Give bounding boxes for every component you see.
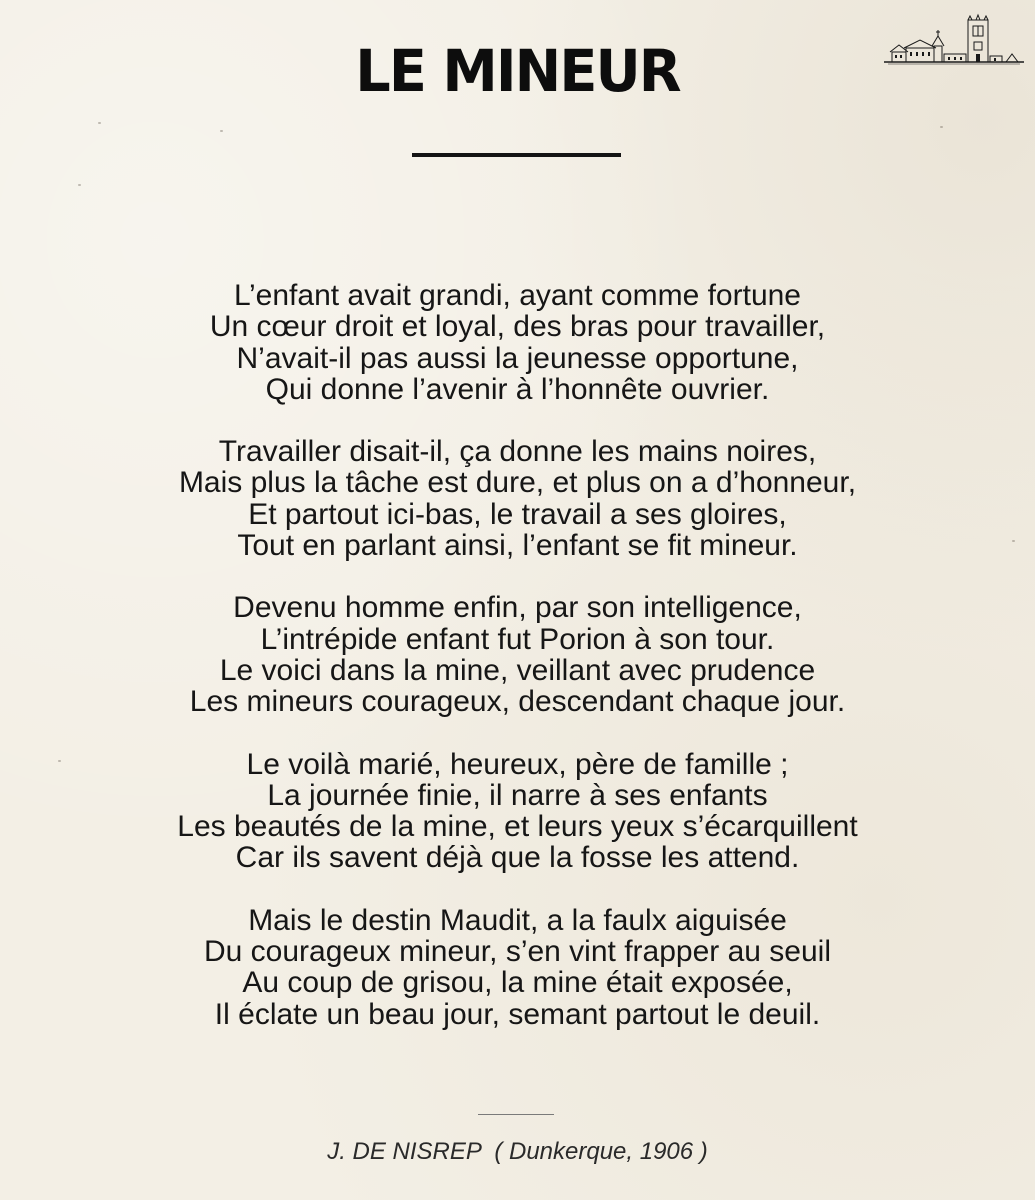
stanza — [0, 436, 1035, 561]
poem-line: Les mineurs courageux, descendant chaque jour. — [189, 685, 846, 719]
poem-line: Car ils savent déjà que la fosse les attend. — [235, 841, 800, 875]
poem-line: Le voilà marié, heureux, père de famille ; — [246, 747, 789, 781]
poem-body — [0, 280, 1035, 1061]
poem-line: Le voici dans la mine, veillant avec prudence — [219, 653, 816, 687]
signature-divider — [478, 1114, 554, 1115]
stanza — [0, 592, 1035, 717]
paper-speck — [78, 184, 81, 186]
poem-line: N’avait-il pas aussi la jeunesse opportune, — [236, 341, 799, 375]
paper-speck — [220, 130, 223, 132]
paper-speck — [940, 126, 943, 128]
poem-line: L’enfant avait grandi, ayant comme fortune — [233, 279, 801, 312]
poem-line: Au coup de grisou, la mine était exposée, — [242, 966, 793, 1000]
poem-line: Tout en parlant ainsi, l’enfant se fit mineur. — [237, 529, 798, 563]
author-signature: J. DE NISREP ( Dunkerque, 1906 ) — [327, 1138, 708, 1165]
paper-speck — [1012, 540, 1015, 542]
poem-line: Et partout ici-bas, le travail a ses gloires, — [248, 497, 787, 531]
poem-line: Les beautés de la mine, et leurs yeux s’écarquillent — [177, 810, 858, 844]
paper-speck — [98, 122, 101, 124]
stanza — [0, 749, 1035, 874]
poem-line: Mais le destin Maudit, a la faulx aiguisée — [248, 903, 787, 937]
church-village-icon — [884, 12, 1024, 68]
poem-line: L’intrépide enfant fut Porion à son tour. — [260, 622, 775, 656]
title-underline — [412, 153, 621, 157]
poem-line: Travailler disait-il, ça donne les mains noires, — [218, 435, 817, 469]
poem-title: LE MINEUR — [355, 37, 680, 105]
poem-line: Il éclate un beau jour, semant partout le deuil. — [214, 997, 821, 1031]
poem-line: Mais plus la tâche est dure, et plus on a d’honneur, — [178, 466, 857, 500]
stanza — [0, 280, 1035, 405]
poem-line: Devenu homme enfin, par son intelligence, — [233, 591, 802, 625]
poem-line: La journée finie, il narre à ses enfants — [267, 778, 768, 812]
poem-line: Qui donne l’avenir à l’honnête ouvrier. — [265, 372, 770, 406]
poem-line: Du courageux mineur, s’en vint frapper au seuil — [203, 935, 831, 969]
poem-line: Un cœur droit et loyal, des bras pour travailler, — [209, 310, 826, 344]
stanza — [0, 905, 1035, 1030]
paper-speck — [58, 760, 61, 762]
